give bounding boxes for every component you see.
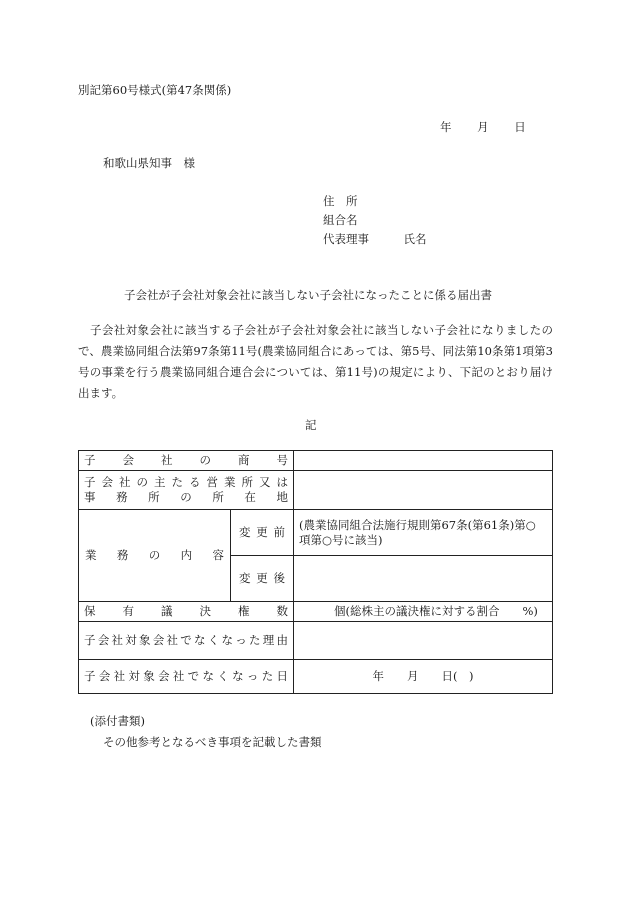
table-row bbox=[79, 660, 553, 694]
sender-union-label: 組合名 bbox=[323, 213, 358, 227]
table-row bbox=[79, 451, 553, 471]
date-line: 年 月 日 bbox=[440, 120, 526, 134]
office-location-label-line1: 子会社の主たる営業所又は bbox=[84, 475, 288, 489]
voting-rights-value: 個(総株主の議決権に対する割合 %) bbox=[294, 602, 553, 622]
trade-name-label: 子会社の商号 bbox=[79, 451, 294, 471]
reason-value bbox=[294, 622, 553, 660]
body-text: 子会社対象会社に該当する子会社が子会社対象会社に該当しない子会社になりましたので、農業協同組合法第97条第11号(農業協同組合にあっては、第5号、同法第10条第1項第3号の事業を行う農業協同組合連合会については、第11号)の規定により、下記のとおり届け出ます。 bbox=[78, 323, 553, 400]
table-row bbox=[79, 622, 553, 660]
ki-heading: 記 bbox=[305, 418, 317, 432]
office-location-label-line2: 事務所の所在地 bbox=[84, 490, 288, 504]
before-change-value: (農業協同組合法施行規則第67条(第61条)第○項第○号に該当) bbox=[294, 510, 553, 556]
after-change-value bbox=[294, 556, 553, 602]
form-label: 別記第60号様式(第47条関係) bbox=[78, 83, 232, 97]
sender-address-label: 住 所 bbox=[323, 194, 358, 208]
reason-label: 子会社対象会社でなくなった理由 bbox=[79, 622, 294, 660]
before-change-label: 変更前 bbox=[231, 510, 294, 556]
after-change-label: 変更後 bbox=[231, 556, 294, 602]
table-row bbox=[79, 510, 553, 556]
attachments-heading: (添付書類) bbox=[90, 714, 145, 728]
business-content-label: 業務の内容 bbox=[79, 510, 231, 602]
sender-representative-label: 代表理事 氏名 bbox=[323, 232, 427, 246]
cessation-date-label: 子会社対象会社でなくなった日 bbox=[79, 660, 294, 694]
addressee: 和歌山県知事 様 bbox=[103, 156, 195, 170]
table-row bbox=[79, 602, 553, 622]
table-row bbox=[79, 471, 553, 510]
detail-table bbox=[78, 450, 553, 694]
attachments-item: その他参考となるべき事項を記載した書類 bbox=[103, 735, 322, 749]
voting-rights-label: 保有議決権数 bbox=[79, 602, 294, 622]
trade-name-value bbox=[294, 451, 553, 471]
document-title: 子会社が子会社対象会社に該当しない子会社になったことに係る届出書 bbox=[124, 288, 492, 302]
office-location-value bbox=[294, 471, 553, 510]
office-location-label bbox=[79, 471, 294, 510]
cessation-date-value: 年 月 日( ) bbox=[294, 660, 553, 694]
